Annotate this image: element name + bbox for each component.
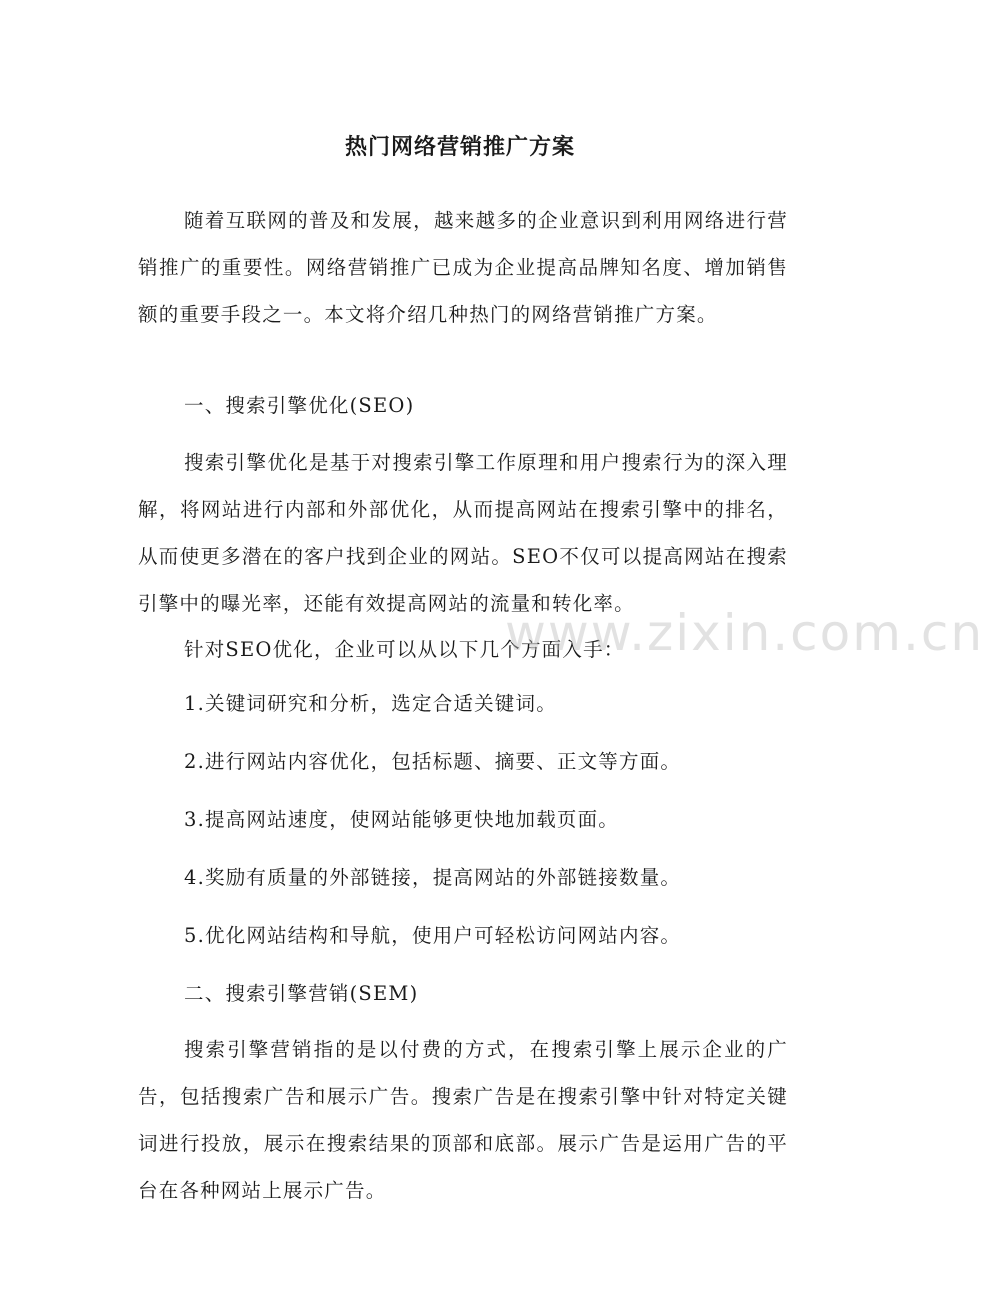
section1-body: 搜索引擎优化是基于对搜索引擎工作原理和用户搜索行为的深入理解，将网站进行内部和外部优化，从而提高网站在搜索引擎中的排名，从而使更多潜在的客户找到企业的网站。SEO不仅可以提高网站在搜索引擎中的曝光率，还能有效提高网站的流量和转化率。 <box>138 451 788 615</box>
seo-list-item: 2.进行网站内容优化，包括标题、摘要、正文等方面。 <box>184 750 682 773</box>
seo-list-item: 1.关键词研究和分析，选定合适关键词。 <box>184 692 557 715</box>
section2-body: 搜索引擎营销指的是以付费的方式，在搜索引擎上展示企业的广告，包括搜索广告和展示广告。搜索广告是在搜索引擎中针对特定关键词进行投放，展示在搜索结果的顶部和底部。展示广告是运用广告的平台在各种网站上展示广告。 <box>138 1038 788 1202</box>
document-title: 热门网络营销推广方案 <box>344 135 575 160</box>
section2-heading: 二、搜索引擎营销(SEM) <box>184 982 419 1005</box>
seo-list-item: 4.奖励有质量的外部链接，提高网站的外部链接数量。 <box>184 866 682 889</box>
watermark-text: www.zixin.com.cn <box>505 604 984 662</box>
seo-lead-text: 针对SEO优化，企业可以从以下几个方面入手： <box>184 638 625 661</box>
intro-paragraph: 随着互联网的普及和发展，越来越多的企业意识到利用网络进行营销推广的重要性。网络营销推广已成为企业提高品牌知名度、增加销售额的重要手段之一。本文将介绍几种热门的网络营销推广方案。 <box>138 209 788 326</box>
seo-list-item: 3.提高网站速度，使网站能够更快地加载页面。 <box>184 808 620 831</box>
seo-list-item: 5.优化网站结构和导航，使用户可轻松访问网站内容。 <box>184 924 682 947</box>
section1-heading: 一、搜索引擎优化(SEO) <box>184 394 415 417</box>
